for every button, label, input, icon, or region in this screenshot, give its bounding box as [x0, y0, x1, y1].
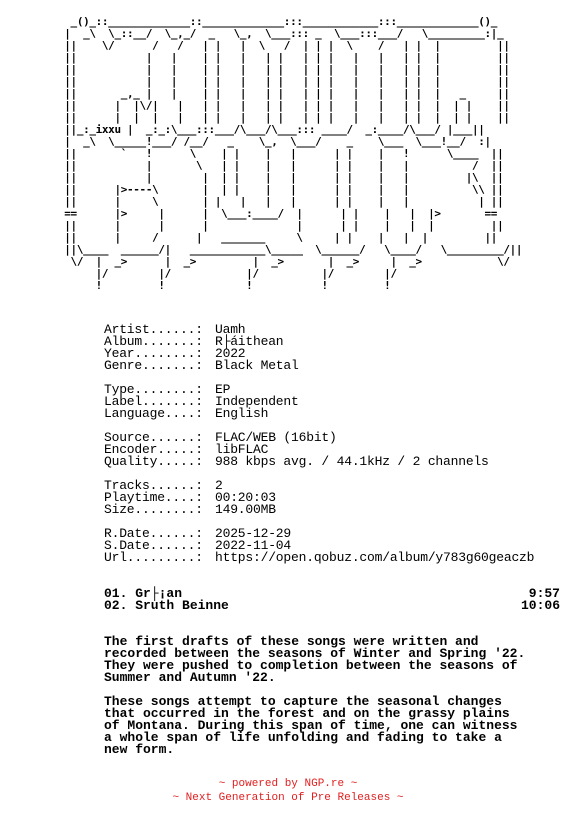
- track-title: 01. Gr├¡an: [104, 586, 183, 601]
- rdate-value: 2025-12-29: [215, 526, 292, 541]
- playtime-label: Playtime....:: [104, 490, 203, 505]
- year-label: Year........:: [104, 346, 203, 361]
- track-time: 9:57: [528, 586, 560, 601]
- language-label: Language....:: [104, 406, 203, 421]
- tracks-value: 2: [215, 478, 223, 493]
- description-paragraph: These songs attempt to capture the seasonal changes that occurred in the forest and on the grassy plains of Montana. During this span of time, one can witness a whole span of life unfolding and fading to take a new form.: [104, 694, 518, 757]
- description-paragraph: The first drafts of these songs were written and recorded between the seasons of Winter and Spring '22. They were pushed to completion between the seasons of Summer and Autumn '22.: [104, 634, 526, 685]
- ascii-art-logo: _()_::_____________::_____________:::____________:::_____________()_ | _\ \_::__/ \_,_/ _ \_, \___::: _ \___:::___/ \_________:|_ || \/ / / | | | \ / | | | \ / | | | || || | | | | | | | | | | | | | | | || || | | | | | | | | | | | | | | | || || | | | | | | | | | | | | | | | || || _,_ | | | | | | | | | | | | | | | _ || || | |\/| | | | | | | | | | | | | | | | | || || | | | | | | | | | | | | | | | | | | | || ||_:_ixxu | _:_:\___:::___/\___/\___::: ____/ _:____/\___/ |___|| | _\ \_____!___/ /__/ _ \_, \___/ _ \___ \___!__/ :| || ` ! \ | | | | | | | ! \____ || || | \ | | | | | | | | / || || | | | | | | | | | | |\ || || |>----\ | | | | | | | | | \\ || || | \ | | | | | | | | | | || == |> | | \___:____/ | | | | | |> == || | | | | | | | | | || || | / | _______ \ | | | | | || ||\____ ______/| ____________\_____ \______/ \____/ \_________/|| \/ | _> | _> | _> | _> | _> \/ |/ |/ |/ |/ |/ ! ! ! ! !: [64, 15, 523, 292]
- quality-value: 988 kbps avg. / 44.1kHz / 2 channels: [215, 454, 489, 469]
- track-title: 02. Sruth Beinne: [104, 598, 229, 613]
- size-value: 149.00MB: [215, 502, 276, 517]
- url-label: Url.........:: [104, 550, 203, 565]
- year-value: 2022: [215, 346, 246, 361]
- sdate-label: S.Date......:: [104, 538, 203, 553]
- language-row: [104, 408, 534, 420]
- tracks-label: Tracks......:: [104, 478, 203, 493]
- genre-label: Genre.......:: [104, 358, 203, 373]
- quality-row: [104, 456, 534, 468]
- size-row: [104, 504, 534, 516]
- source-label: Source......:: [104, 430, 203, 445]
- footer-tagline: ~ Next Generation of Pre Releases ~: [172, 792, 404, 804]
- genre-value: Black Metal: [215, 358, 299, 373]
- quality-label: Quality.....:: [104, 454, 203, 469]
- album-value: R├áithean: [215, 334, 284, 349]
- type-value: EP: [215, 382, 231, 397]
- encoder-label: Encoder.....:: [104, 442, 203, 457]
- artist-value: Uamh: [215, 322, 246, 337]
- url-value[interactable]: https://open.qobuz.com/album/y783g60geaczb: [215, 550, 535, 565]
- type-label: Type........:: [104, 382, 203, 397]
- album-label: Album.......:: [104, 334, 203, 349]
- footer-powered-by: ~ powered by NGP.re ~: [218, 778, 358, 790]
- genre-row: [104, 360, 534, 372]
- size-label: Size........:: [104, 502, 203, 517]
- sdate-value: 2022-11-04: [215, 538, 292, 553]
- artist-label: Artist......:: [104, 322, 203, 337]
- playtime-value: 00:20:03: [215, 490, 276, 505]
- label-label: Label.......:: [104, 394, 203, 409]
- url-row: [104, 552, 534, 564]
- track-time: 10:06: [520, 598, 560, 613]
- release-description: [104, 636, 544, 768]
- language-value: English: [215, 406, 269, 421]
- release-info: [104, 324, 534, 564]
- tracklist: [104, 588, 560, 612]
- encoder-value: libFLAC: [215, 442, 269, 457]
- track-row: [104, 600, 560, 612]
- rdate-label: R.Date......:: [104, 526, 203, 541]
- source-value: FLAC/WEB (16bit): [215, 430, 337, 445]
- label-value: Independent: [215, 394, 299, 409]
